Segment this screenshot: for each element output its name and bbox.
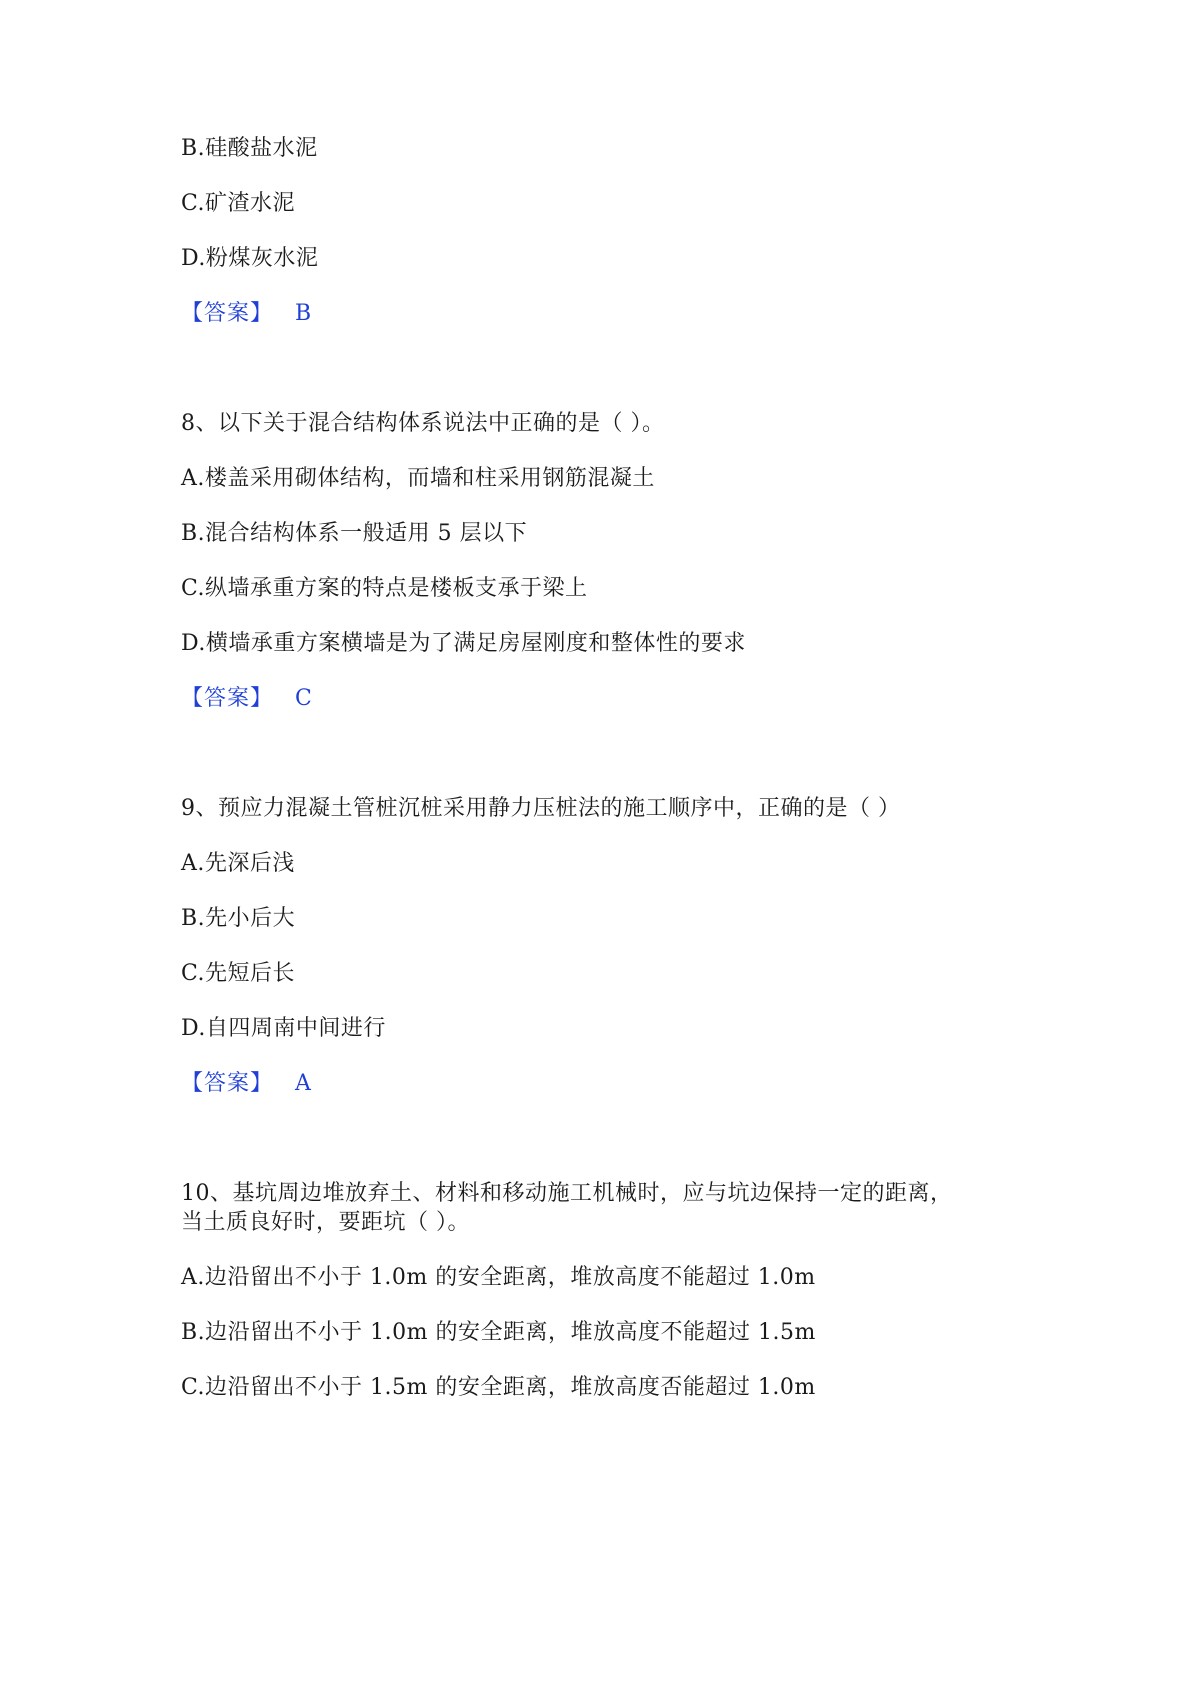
- q9-answer-label: 【答案】: [181, 1071, 274, 1096]
- q7-option-c: C.矿渣水泥: [181, 191, 296, 216]
- q8-option-d: D.横墙承重方案横墙是为了满足房屋刚度和整体性的要求: [181, 631, 746, 656]
- q10-stem-line-2: 当土质良好时，要距坑（ ）。: [181, 1210, 470, 1235]
- q7-answer-label: 【答案】: [181, 301, 274, 326]
- q9-answer: [181, 1069, 311, 1099]
- q9-answer-value: A: [295, 1071, 312, 1096]
- q10-option-a: A.边沿留出不小于 1.0m 的安全距离，堆放高度不能超过 1.0m: [181, 1265, 816, 1290]
- q7-answer: [181, 299, 312, 329]
- q8-answer-label: 【答案】: [181, 686, 274, 711]
- q8-answer-value: C: [295, 686, 313, 711]
- q9-option-b: B.先小后大: [181, 906, 296, 931]
- q8-answer: [181, 684, 312, 714]
- q10-option-b: B.边沿留出不小于 1.0m 的安全距离，堆放高度不能超过 1.5m: [181, 1320, 816, 1345]
- q8-stem: 8、以下关于混合结构体系说法中正确的是（ ）。: [181, 411, 665, 436]
- q8-option-b: B.混合结构体系一般适用 5 层以下: [181, 521, 528, 546]
- q9-option-d: D.自四周南中间进行: [181, 1016, 386, 1041]
- q9-option-c: C.先短后长: [181, 961, 296, 986]
- q9-stem: 9、预应力混凝土管桩沉桩采用静力压桩法的施工顺序中，正确的是（ ）: [181, 796, 901, 821]
- q10-stem-line-1: 10、基坑周边堆放弃土、材料和移动施工机械时，应与坑边保持一定的距离，: [181, 1181, 953, 1206]
- q10-option-c: C.边沿留出不小于 1.5m 的安全距离，堆放高度否能超过 1.0m: [181, 1375, 816, 1400]
- q7-option-b: B.硅酸盐水泥: [181, 136, 318, 161]
- q9-option-a: A.先深后浅: [181, 851, 295, 876]
- q8-option-a: A.楼盖采用砌体结构，而墙和柱采用钢筋混凝土: [181, 466, 655, 491]
- q8-option-c: C.纵墙承重方案的特点是楼板支承于梁上: [181, 576, 588, 601]
- q7-answer-value: B: [295, 301, 312, 326]
- q7-option-d: D.粉煤灰水泥: [181, 246, 319, 271]
